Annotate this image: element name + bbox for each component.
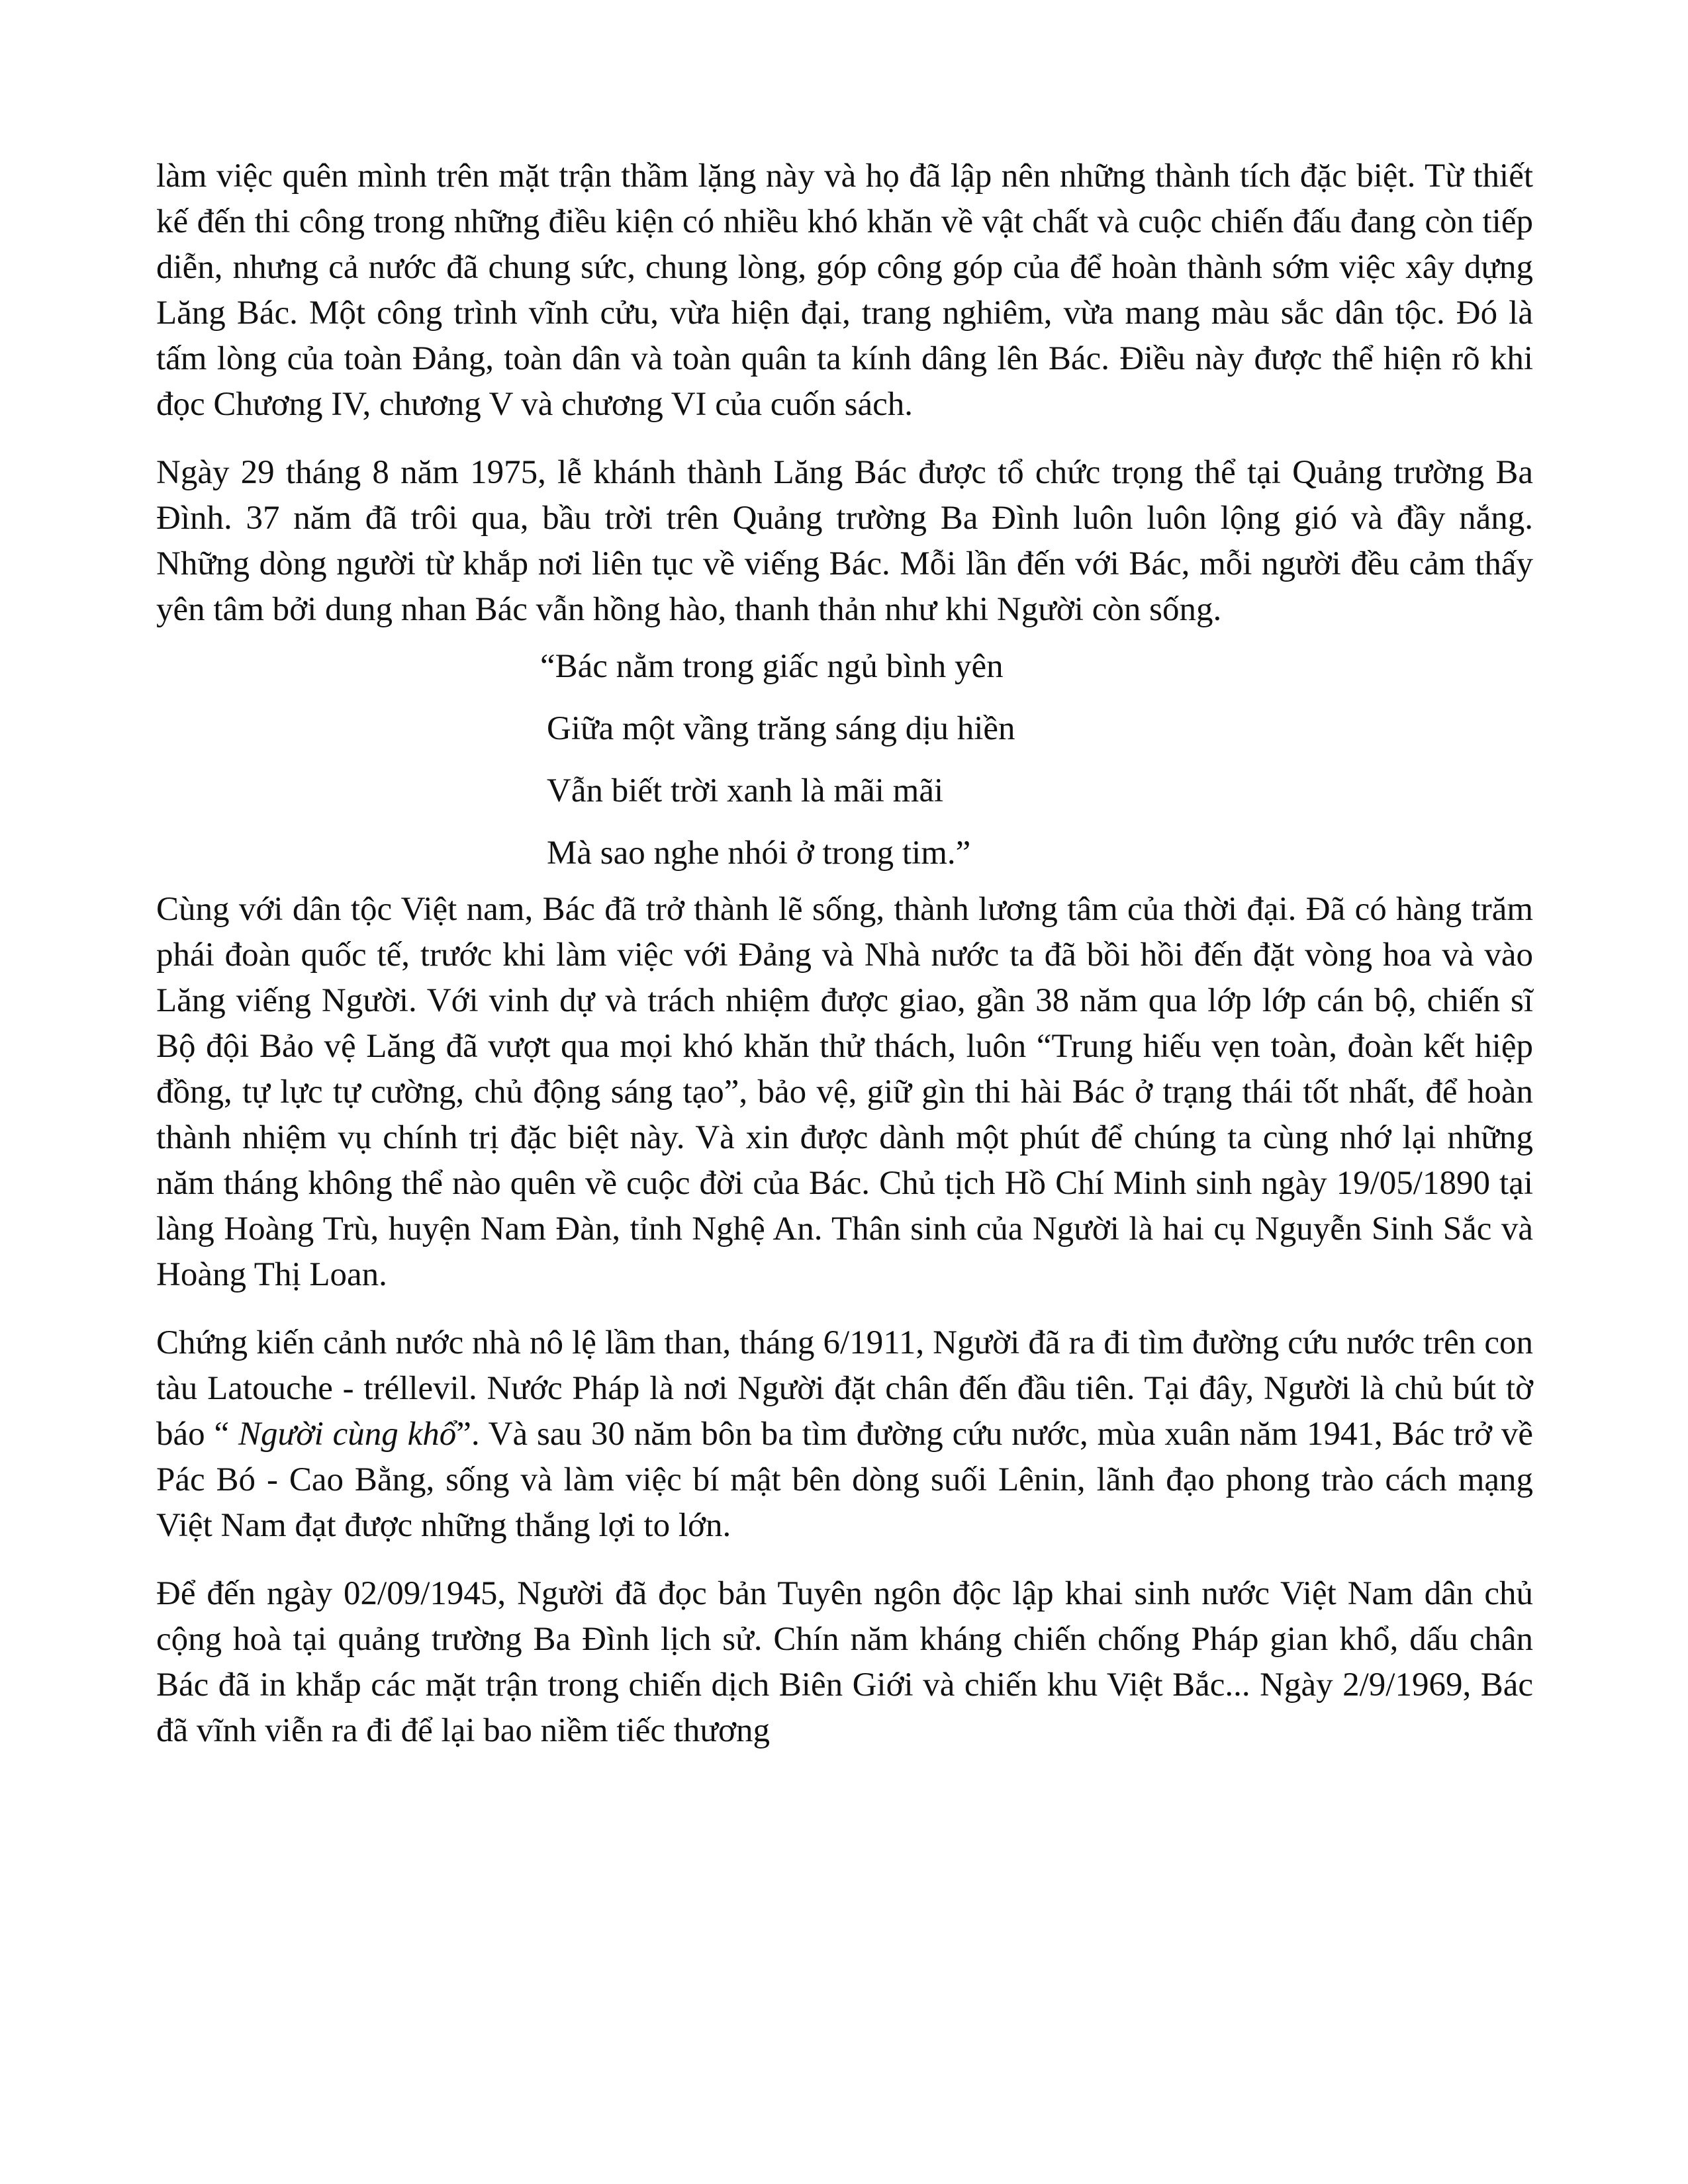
- newspaper-title: Người cùng khổ: [238, 1416, 457, 1453]
- paragraph-lang-construction: làm việc quên mình trên mặt trận thầm lặng này và họ đã lập nên những thành tích đặc biệt. Từ thiết kế đến thi công trong những điều kiện có nhiều khó khăn về vật chất và cuộc chiến đấu đang còn tiếp diễn, nhưng cả nước đã chung sức, chung lòng, góp công góp của để hoàn thành sớm việc xây dựng Lăng Bác. Một công trình vĩnh cửu, vừa hiện đại, trang nghiêm, vừa mang màu sắc dân tộc. Đó là tấm lòng của toàn Đảng, toàn dân và toàn quân ta kính dâng lên Bác. Điều này được thể hiện rõ khi đọc Chương IV, chương V và chương VI của cuốn sách.: [156, 158, 1533, 423]
- poem-line-1: “Bác nằm trong giấc ngủ bình yên: [540, 648, 1004, 685]
- poem-line-4: Mà sao nghe nhói ở trong tim.”: [547, 835, 971, 872]
- poem-line-2: Giữa một vầng trăng sáng dịu hiền: [547, 710, 1015, 747]
- document-page: [156, 154, 1533, 1776]
- paragraph-independence: Để đến ngày 02/09/1945, Người đã đọc bản Tuyên ngôn độc lập khai sinh nước Việt Nam dân chủ cộng hoà tại quảng trường Ba Đình lịch sử. Chín năm kháng chiến chống Pháp gian khổ, dấu chân Bác đã in khắp các mặt trận trong chiến dịch Biên Giới và chiến khu Việt Bắc... Ngày 2/9/1969, Bác đã vĩnh viễn ra đi để lại bao niềm tiếc thương: [156, 1575, 1533, 1749]
- paragraph-journey: [156, 1320, 1533, 1549]
- paragraph-mausoleum-guard: Cùng với dân tộc Việt nam, Bác đã trở thành lẽ sống, thành lương tâm của thời đại. Đã có hàng trăm phái đoàn quốc tế, trước khi làm việc với Đảng và Nhà nước ta đã bồi hồi đến đặt vòng hoa và vào Lăng viếng Người. Với vinh dự và trách nhiệm được giao, gần 38 năm qua lớp lớp cán bộ, chiến sĩ Bộ đội Bảo vệ Lăng đã vượt qua mọi khó khăn thử thách, luôn “Trung hiếu vẹn toàn, đoàn kết hiệp đồng, tự lực tự cường, chủ động sáng tạo”, bảo vệ, giữ gìn thi hài Bác ở trạng thái tốt nhất, để hoàn thành nhiệm vụ chính trị đặc biệt này. Và xin được dành một phút để chúng ta cùng nhớ lại những năm tháng không thể nào quên về cuộc đời của Bác. Chủ tịch Hồ Chí Minh sinh ngày 19/05/1890 tại làng Hoàng Trù, huyện Nam Đàn, tỉnh Nghệ An. Thân sinh của Người là hai cụ Nguyễn Sinh Sắc và Hoàng Thị Loan.: [156, 891, 1533, 1293]
- poem-line-3: Vẫn biết trời xanh là mãi mãi: [547, 772, 944, 809]
- paragraph-inauguration: Ngày 29 tháng 8 năm 1975, lễ khánh thành Lăng Bác được tổ chức trọng thể tại Quảng trường Ba Đình. 37 năm đã trôi qua, bầu trời trên Quảng trường Ba Đình luôn luôn lộng gió và đầy nắng. Những dòng người từ khắp nơi liên tục về viếng Bác. Mỗi lần đến với Bác, mỗi người đều cảm thấy yên tâm bởi dung nhan Bác vẫn hồng hào, thanh thản như khi Người còn sống.: [156, 454, 1533, 628]
- poem-block: [156, 635, 1533, 884]
- paragraph-journey-text-before: Chứng kiến cảnh nước nhà nô lệ lầm than, tháng 6/1911, Người đã ra đi tìm đường cứu nước trên con tàu Latouche - tréllevil. Nước Pháp là nơi Người đặt chân đến đầu tiên. Tại đây, Người là chủ bút tờ báo “: [156, 1324, 1533, 1453]
- paragraph-journey-text-after: ”. Và sau 30 năm bôn ba tìm đường cứu nước, mùa xuân năm 1941, Bác trở về Pác Bó - Cao Bằng, sống và làm việc bí mật bên dòng suối Lênin, lãnh đạo phong trào cách mạng Việt Nam đạt được những thắng lợi to lớn.: [156, 1416, 1533, 1544]
